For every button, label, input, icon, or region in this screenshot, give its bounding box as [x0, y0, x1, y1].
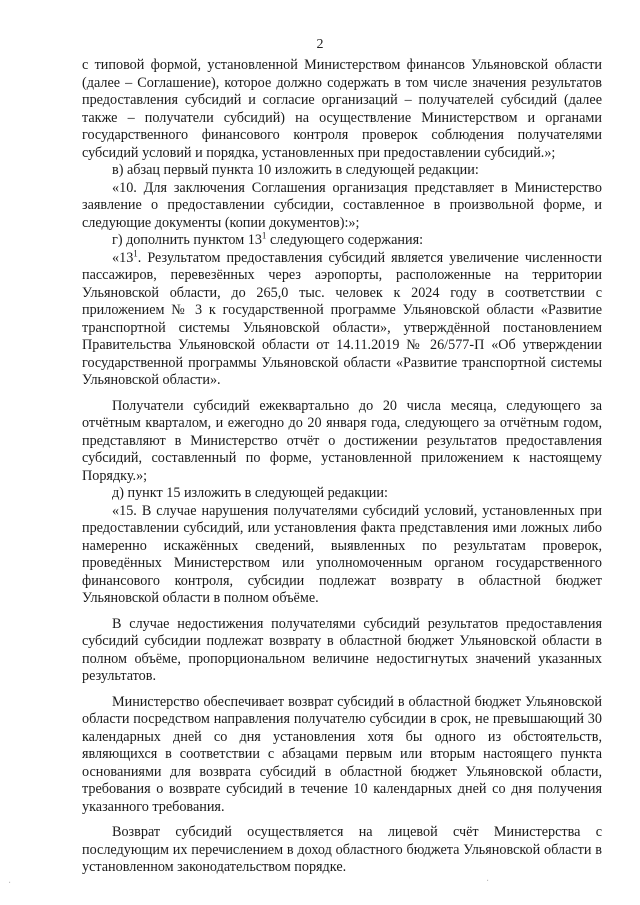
clause-13-1-superscript: 1 — [133, 247, 138, 258]
paragraph-typical-form: с типовой формой, установленной Министерством финансов Ульяновской области (далее – Соглашение), которое должно содержать в том числе значения результатов предоставления субсидий и согласие организаций – получателей субсидий (далее также – получатели субсидий) на осуществление Министерством и органами государственного финансового контроля проверок соблюдения получателями субсидий условий и порядка, установленных при предоставлении субсидий.»; — [82, 57, 602, 161]
item-g-text-end: следующего содержания: — [266, 232, 424, 248]
paragraph-clause-15: «15. В случае нарушения получателями субсидий условий, установленных при предоставлении субсидий, или установления факта представления ими ложных либо намеренно искажённых сведений, выявленных по результатам проверок, проведённых Министерством или уполномоченным органом государственного финансового контроля, субсидии подлежат возврату в областной бюджет Ульяновской области в полном объёме. — [82, 502, 602, 606]
clause-13-1-text: . Результатом предоставления субсидий является увеличение численности пассажиров, перевезённых через аэропорты, расположенные на территории Ульяновской области, до 265,0 тыс. человек к 2024 году в соответствии с приложением № 3 к государственной программе Ульяновской области «Развитие транспортной системы Ульяновской области», утверждённой постановлением Правительства Ульяновской области от 14.11.2019 № 26/577-П «Об утверждении государственной программы Ульяновской области «Развитие транспортной системы Ульяновской области». — [82, 249, 602, 388]
paragraph-clause-10: «10. Для заключения Соглашения организация представляет в Министерство заявление о предоставлении субсидии, составленное в произвольной форме, и следующие документы (копии документов):»; — [82, 179, 602, 231]
paragraph-return-account: Возврат субсидий осуществляется на лицевой счёт Министерства с последующим их перечислением в доход областного бюджета Ульяновской области в установленном законодательством порядке. — [82, 824, 602, 875]
paragraph-item-v: в) абзац первый пункта 10 изложить в следующей редакции: — [112, 162, 479, 178]
paragraph-item-g — [82, 232, 602, 250]
clause-13-1-number: «13 — [112, 249, 134, 266]
scan-speck: · — [8, 878, 12, 889]
page-number: 2 — [316, 37, 324, 52]
item-g-superscript: 1 — [261, 230, 267, 241]
paragraph-clause-13-1 — [82, 247, 602, 390]
item-g-text: г) дополнить пунктом 13 — [112, 232, 262, 248]
paragraph-reporting: Получатели субсидий ежеквартально до 20 числа месяца, следующего за отчётным кварталом, и ежегодно до 20 января года, следующего за отчётным годом, представляют в Министерство отчёт о достижении результатов предоставления субсидий, составленный по форме, установленной приложением к настоящему Порядку.»; — [82, 397, 602, 484]
paragraph-item-d: д) пункт 15 изложить в следующей редакции: — [112, 485, 388, 501]
scan-speck: · — [486, 876, 490, 887]
paragraph-ministry-return: Министерство обеспечивает возврат субсидий в областной бюджет Ульяновской области посредством направления получателю субсидии в срок, не превышающий 30 календарных дней со дня установления хотя бы одного из обстоятельств, являющихся в соответствии с абзацами первым или вторым настоящего пункта основаниями для возврата субсидий в областной бюджет Ульяновской области, требования о возврате субсидий в течение 10 календарных дней со дня получения указанного требования. — [82, 693, 602, 815]
document-body — [82, 57, 602, 877]
paragraph-non-achievement: В случае недостижения получателями субсидий результатов предоставления субсидий субсидии подлежат возврату в областной бюджет Ульяновской области в полном объёме, пропорциональном величине недостигнутых значений указанных результатов. — [82, 615, 602, 684]
